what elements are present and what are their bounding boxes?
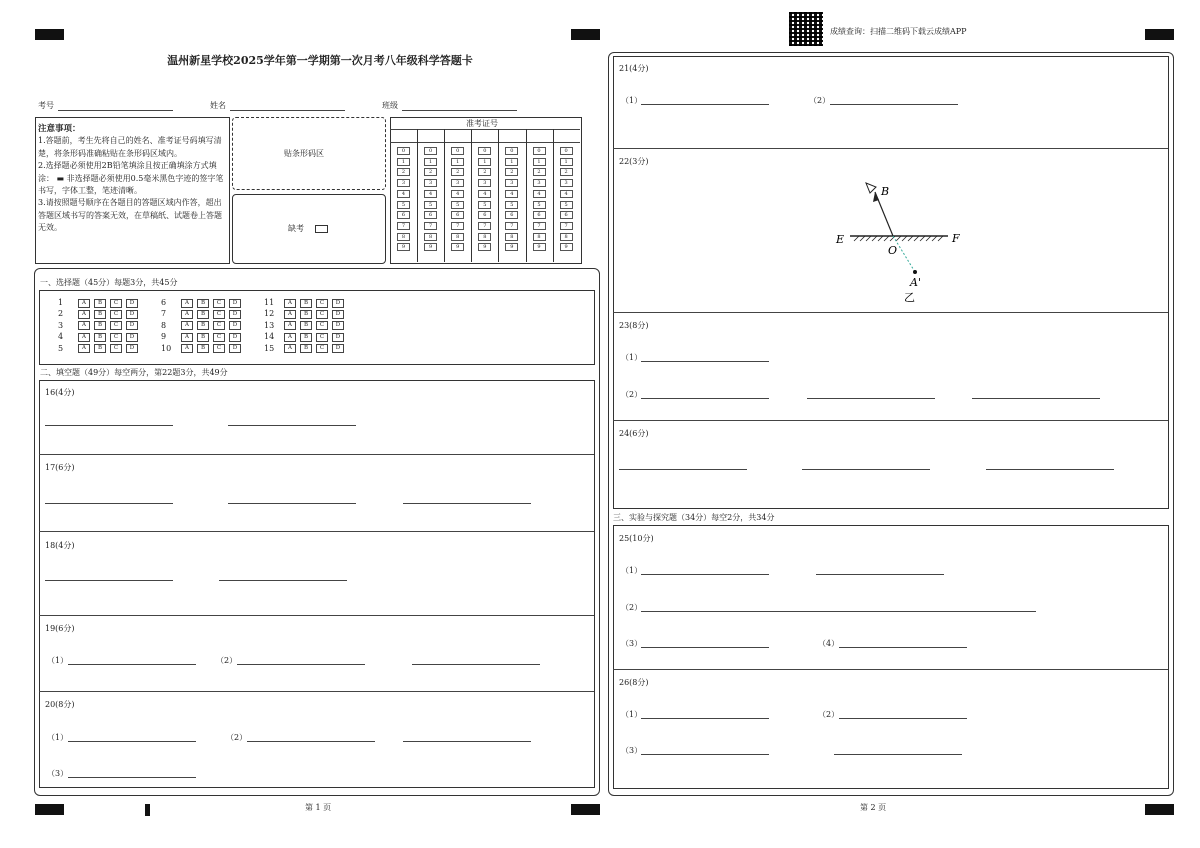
- mc-option-bubble[interactable]: B: [300, 321, 312, 330]
- ticket-digit-bubble[interactable]: 9: [505, 243, 518, 251]
- ticket-digit-bubble[interactable]: 4: [397, 190, 410, 198]
- answer-blank[interactable]: [219, 580, 347, 581]
- qr-caption: 成绩查询：扫描二维码下载云成绩APP: [830, 27, 967, 36]
- ticket-digit-bubble[interactable]: 2: [478, 168, 491, 176]
- ticket-digit-bubble[interactable]: 0: [424, 147, 437, 155]
- ticket-digit-bubble[interactable]: 9: [451, 243, 464, 251]
- answer-blank[interactable]: [45, 425, 173, 426]
- mc-question-row: [264, 298, 348, 308]
- mc-option-bubble[interactable]: B: [197, 310, 209, 319]
- registration-mark: [145, 804, 150, 816]
- mc-question-row: [161, 321, 245, 331]
- mc-option-bubble[interactable]: A: [181, 333, 193, 342]
- point-o: O: [888, 244, 898, 257]
- mc-question-row: [58, 309, 142, 319]
- fill-box: [39, 380, 595, 788]
- mc-option-bubble[interactable]: B: [94, 321, 106, 330]
- mc-option-bubble[interactable]: A: [78, 333, 90, 342]
- mc-option-bubble[interactable]: C: [110, 299, 122, 308]
- divider: [526, 129, 527, 262]
- ticket-digit-bubble[interactable]: 6: [533, 211, 546, 219]
- ticket-digit-bubble[interactable]: 0: [505, 147, 518, 155]
- answer-blank[interactable]: [972, 398, 1100, 399]
- divider: [39, 454, 594, 455]
- ticket-digit-bubble[interactable]: 3: [560, 179, 573, 187]
- blank-index: （1）: [621, 96, 643, 105]
- answer-blank[interactable]: [641, 104, 769, 105]
- ticket-digit-bubble[interactable]: 9: [560, 243, 573, 251]
- divider: [444, 129, 445, 262]
- blank-index: （1）: [621, 353, 643, 362]
- qr-code-icon: [789, 12, 823, 46]
- answer-blank[interactable]: [403, 503, 531, 504]
- mc-option-bubble[interactable]: A: [181, 299, 193, 308]
- q18-label: 18(4分): [45, 541, 75, 550]
- mc-question-row: [161, 298, 245, 308]
- ticket-digit-bubble[interactable]: 7: [424, 222, 437, 230]
- ticket-digit-bubble[interactable]: 3: [397, 179, 410, 187]
- mc-option-bubble[interactable]: D: [229, 310, 241, 319]
- absent-checkbox[interactable]: [315, 225, 328, 233]
- mc-option-bubble[interactable]: B: [300, 333, 312, 342]
- ticket-digit-bubble[interactable]: 5: [560, 201, 573, 209]
- ticket-digit-bubble[interactable]: 1: [533, 158, 546, 166]
- mc-question-row: [58, 344, 142, 354]
- ticket-digit-bubble[interactable]: 0: [478, 147, 491, 155]
- absent-label: 缺考: [288, 224, 304, 233]
- blank-index: （2）: [621, 390, 643, 399]
- mc-option-bubble[interactable]: D: [229, 299, 241, 308]
- answer-blank[interactable]: [641, 398, 769, 399]
- point-e: E: [836, 233, 845, 246]
- q24-label: 24(6分): [619, 429, 649, 438]
- answer-blank[interactable]: [68, 664, 196, 665]
- ticket-digit-bubble[interactable]: 8: [560, 233, 573, 241]
- ticket-digit-bubble[interactable]: 1: [451, 158, 464, 166]
- ticket-digit-bubble[interactable]: 8: [451, 233, 464, 241]
- answer-blank[interactable]: [834, 754, 962, 755]
- mc-option-bubble[interactable]: D: [332, 333, 344, 342]
- answer-blank[interactable]: [641, 647, 769, 648]
- mc-option-bubble[interactable]: A: [78, 299, 90, 308]
- ticket-digit-bubble[interactable]: 1: [424, 158, 437, 166]
- answer-blank[interactable]: [237, 664, 365, 665]
- mc-option-bubble[interactable]: D: [332, 321, 344, 330]
- answer-blank[interactable]: [45, 580, 173, 581]
- answer-blank[interactable]: [641, 361, 769, 362]
- divider: [613, 148, 1168, 149]
- divider: [390, 129, 580, 130]
- ticket-digit-bubble[interactable]: 3: [505, 179, 518, 187]
- ticket-digit-bubble[interactable]: 1: [505, 158, 518, 166]
- answer-blank[interactable]: [228, 425, 356, 426]
- registration-mark: [35, 29, 64, 40]
- answer-blank[interactable]: [839, 718, 967, 719]
- answer-blank[interactable]: [807, 398, 935, 399]
- exp-box: [613, 525, 1169, 789]
- mc-option-bubble[interactable]: A: [284, 333, 296, 342]
- page-title: 温州新星学校2025学年第一学期第一次月考八年级科学答题卡: [167, 54, 473, 67]
- page-number: 第 2 页: [860, 803, 887, 812]
- mc-option-bubble[interactable]: A: [284, 344, 296, 353]
- mc-option-bubble[interactable]: D: [126, 299, 138, 308]
- ticket-digit-bubble[interactable]: 1: [478, 158, 491, 166]
- answer-blank[interactable]: [816, 574, 944, 575]
- blank-index: （4）: [818, 639, 840, 648]
- mc-question-row: [58, 332, 142, 342]
- registration-mark: [571, 804, 600, 815]
- ticket-digit-bubble[interactable]: 3: [451, 179, 464, 187]
- ticket-digit-bubble[interactable]: 9: [533, 243, 546, 251]
- fill-header: 二、填空题（49分）每空两分，第22题3分，共49分: [40, 368, 228, 377]
- mc-option-bubble[interactable]: B: [94, 344, 106, 353]
- blank-index: （2）: [226, 733, 248, 742]
- mc-option-bubble[interactable]: D: [229, 344, 241, 353]
- ticket-digit-bubble[interactable]: 7: [451, 222, 464, 230]
- mc-option-bubble[interactable]: A: [284, 299, 296, 308]
- mc-option-bubble[interactable]: D: [332, 310, 344, 319]
- ticket-digit-bubble[interactable]: 9: [397, 243, 410, 251]
- answer-blank[interactable]: [68, 777, 196, 778]
- mc-option-bubble[interactable]: B: [197, 344, 209, 353]
- mc-question-row: [264, 321, 348, 331]
- mc-option-bubble[interactable]: A: [181, 321, 193, 330]
- mc-option-bubble[interactable]: D: [126, 333, 138, 342]
- blank-index: （1）: [47, 733, 69, 742]
- mc-option-bubble[interactable]: C: [316, 310, 328, 319]
- mc-header: 一、选择题（45分）每题3分，共45分: [40, 278, 178, 287]
- ticket-digit-bubble[interactable]: 8: [478, 233, 491, 241]
- q16-label: 16(4分): [45, 388, 75, 397]
- mc-option-bubble[interactable]: B: [300, 299, 312, 308]
- class-field[interactable]: [402, 110, 517, 111]
- note-item: 1.答题前，考生先将自己的姓名、准考证号码填写清楚，将条形码准确粘贴在条形码区域内。: [38, 136, 222, 158]
- class-label: 班级: [382, 101, 398, 110]
- point-f: F: [952, 232, 960, 245]
- divider: [613, 312, 1168, 313]
- note-item: 2.选择题必须使用2B铅笔填涂且按正确填涂方式填涂： ▬ 非选择题必须使用0.5毫米黑色字迹的签字笔书写，字体工整，笔迹清晰。: [38, 161, 224, 196]
- notes: [38, 123, 228, 235]
- mc-option-bubble[interactable]: D: [126, 310, 138, 319]
- mc-option-bubble[interactable]: D: [229, 321, 241, 330]
- registration-mark: [35, 804, 64, 815]
- mc-question-number: 5: [58, 343, 64, 353]
- ticket-digit-bubble[interactable]: 5: [505, 201, 518, 209]
- ticket-digit-bubble[interactable]: 4: [478, 190, 491, 198]
- mc-option-bubble[interactable]: C: [316, 321, 328, 330]
- mc-option-bubble[interactable]: C: [316, 333, 328, 342]
- blank-index: （2）: [809, 96, 831, 105]
- mc-option-bubble[interactable]: C: [110, 333, 122, 342]
- ticket-digit-bubble[interactable]: 3: [533, 179, 546, 187]
- mc-option-bubble[interactable]: B: [197, 321, 209, 330]
- ticket-digit-bubble[interactable]: 6: [560, 211, 573, 219]
- ticket-digit-bubble[interactable]: 3: [478, 179, 491, 187]
- note-item: 3.请按照题号顺序在各题目的答题区域内作答，超出答题区域书写的答案无效，在草稿纸、试题卷上答题无效。: [38, 198, 222, 233]
- ticket-digit-bubble[interactable]: 9: [478, 243, 491, 251]
- mc-question-number: 15: [264, 343, 275, 353]
- mc-question-row: [161, 344, 245, 354]
- mc-question-row: [58, 321, 142, 331]
- registration-mark: [1145, 804, 1174, 815]
- ticket-digit-bubble[interactable]: 0: [397, 147, 410, 155]
- mc-option-bubble[interactable]: C: [316, 344, 328, 353]
- page-number: 第 1 页: [305, 803, 332, 812]
- mc-option-bubble[interactable]: D: [332, 299, 344, 308]
- ticket-digit-bubble[interactable]: 5: [451, 201, 464, 209]
- ticket-digit-bubble[interactable]: 3: [424, 179, 437, 187]
- q23-label: 23(8分): [619, 321, 649, 330]
- mc-option-bubble[interactable]: C: [213, 321, 225, 330]
- exp-header: 三、实验与探究题（34分）每空2分，共34分: [613, 513, 775, 522]
- ticket-digit-bubble[interactable]: 6: [478, 211, 491, 219]
- q20-label: 20(8分): [45, 700, 75, 709]
- blank-index: （3）: [47, 769, 69, 778]
- mc-question-number: 13: [264, 320, 275, 330]
- name-label: 姓名: [210, 101, 226, 110]
- mc-question-number: 4: [58, 332, 64, 342]
- ticket-digit-bubble[interactable]: 5: [424, 201, 437, 209]
- answer-blank[interactable]: [641, 611, 1036, 612]
- ticket-digit-bubble[interactable]: 5: [533, 201, 546, 209]
- name-field[interactable]: [230, 110, 345, 111]
- q22-label: 22(3分): [619, 157, 649, 166]
- mc-option-bubble[interactable]: C: [110, 344, 122, 353]
- mc-option-bubble[interactable]: C: [110, 310, 122, 319]
- ticket-digit-bubble[interactable]: 8: [533, 233, 546, 241]
- mc-question-number: 7: [161, 309, 167, 319]
- ticket-digit-bubble[interactable]: 2: [533, 168, 546, 176]
- q25-label: 25(10分): [619, 534, 654, 543]
- mc-option-bubble[interactable]: D: [126, 344, 138, 353]
- ticket-digit-bubble[interactable]: 7: [560, 222, 573, 230]
- divider: [498, 129, 499, 262]
- mc-option-bubble[interactable]: A: [181, 310, 193, 319]
- blank-index: （2）: [621, 603, 643, 612]
- mc-option-bubble[interactable]: C: [213, 333, 225, 342]
- mc-option-bubble[interactable]: B: [197, 333, 209, 342]
- answer-blank[interactable]: [403, 741, 531, 742]
- mc-option-bubble[interactable]: C: [110, 321, 122, 330]
- q21-label: 21(4分): [619, 64, 649, 73]
- q17-label: 17(6分): [45, 463, 75, 472]
- answer-blank[interactable]: [68, 741, 196, 742]
- mc-question-number: 10: [161, 343, 172, 353]
- q26-label: 26(8分): [619, 678, 649, 687]
- ticket-digit-bubble[interactable]: 7: [478, 222, 491, 230]
- blank-index: （3）: [621, 746, 643, 755]
- answer-blank[interactable]: [830, 104, 958, 105]
- ticket-digit-bubble[interactable]: 0: [451, 147, 464, 155]
- mc-option-bubble[interactable]: B: [197, 299, 209, 308]
- registration-mark: [1145, 29, 1174, 40]
- divider: [613, 420, 1168, 421]
- ticket-label: 准考证号: [466, 119, 498, 128]
- ticket-digit-bubble[interactable]: 0: [533, 147, 546, 155]
- answer-blank[interactable]: [839, 647, 967, 648]
- ticket-digit-bubble[interactable]: 7: [505, 222, 518, 230]
- mc-option-bubble[interactable]: A: [284, 310, 296, 319]
- mc-option-bubble[interactable]: C: [213, 299, 225, 308]
- ticket-digit-bubble[interactable]: 2: [397, 168, 410, 176]
- divider: [613, 669, 1168, 670]
- ticket-digit-bubble[interactable]: 8: [505, 233, 518, 241]
- divider: [39, 615, 594, 616]
- ticket-digit-bubble[interactable]: 6: [505, 211, 518, 219]
- q19-label: 19(6分): [45, 624, 75, 633]
- ticket-digit-bubble[interactable]: 6: [424, 211, 437, 219]
- ticket-digit-bubble[interactable]: 9: [424, 243, 437, 251]
- ticket-digit-bubble[interactable]: 7: [397, 222, 410, 230]
- mc-question-number: 9: [161, 332, 167, 342]
- answer-blank[interactable]: [641, 754, 769, 755]
- mc-option-bubble[interactable]: A: [78, 344, 90, 353]
- mc-option-bubble[interactable]: C: [213, 310, 225, 319]
- mc-option-bubble[interactable]: A: [284, 321, 296, 330]
- answer-blank[interactable]: [247, 741, 375, 742]
- blank-index: （2）: [818, 710, 840, 719]
- mc-question-row: [58, 298, 142, 308]
- answer-blank[interactable]: [45, 503, 173, 504]
- ticket-digit-bubble[interactable]: 8: [424, 233, 437, 241]
- ticket-digit-bubble[interactable]: 2: [560, 168, 573, 176]
- mc-question-number: 12: [264, 309, 275, 319]
- reflection-diagram: [830, 175, 970, 310]
- divider: [39, 531, 594, 532]
- ticket-digit-bubble[interactable]: 2: [424, 168, 437, 176]
- blank-index: （1）: [47, 656, 69, 665]
- notes-title: 注意事项：: [38, 124, 81, 134]
- ticket-digit-bubble[interactable]: 6: [451, 211, 464, 219]
- answer-blank[interactable]: [802, 469, 930, 470]
- point-b: B: [881, 185, 890, 198]
- answer-blank[interactable]: [641, 574, 769, 575]
- ticket-digit-bubble[interactable]: 2: [505, 168, 518, 176]
- answer-blank[interactable]: [619, 469, 747, 470]
- ticket-digit-bubble[interactable]: 4: [424, 190, 437, 198]
- mc-question-row: [264, 309, 348, 319]
- mc-option-bubble[interactable]: D: [229, 333, 241, 342]
- mc-option-bubble[interactable]: B: [300, 344, 312, 353]
- exam-no-field[interactable]: [58, 110, 173, 111]
- ticket-digit-bubble[interactable]: 0: [560, 147, 573, 155]
- answer-blank[interactable]: [986, 469, 1114, 470]
- mc-question-row: [161, 332, 245, 342]
- blank-index: （1）: [621, 710, 643, 719]
- ticket-digit-bubble[interactable]: 7: [533, 222, 546, 230]
- ticket-digit-bubble[interactable]: 1: [560, 158, 573, 166]
- mc-option-bubble[interactable]: B: [94, 310, 106, 319]
- point-a: A': [910, 276, 921, 289]
- ticket-digit-bubble[interactable]: 5: [478, 201, 491, 209]
- blank-index: （1）: [621, 566, 643, 575]
- divider: [471, 129, 472, 262]
- answer-blank[interactable]: [228, 503, 356, 504]
- answer-blank[interactable]: [641, 718, 769, 719]
- mc-question-number: 6: [161, 298, 167, 307]
- absent-box: [232, 194, 386, 264]
- barcode-label: 贴条形码区: [284, 149, 324, 158]
- mc-option-bubble[interactable]: D: [332, 344, 344, 353]
- mc-question-number: 8: [161, 320, 167, 330]
- divider: [553, 129, 554, 262]
- mc-question-number: 3: [58, 320, 64, 330]
- ticket-digit-bubble[interactable]: 5: [397, 201, 410, 209]
- ticket-digit-bubble[interactable]: 6: [397, 211, 410, 219]
- ticket-digit-bubble[interactable]: 8: [397, 233, 410, 241]
- mc-question-row: [264, 344, 348, 354]
- diagram-caption: 乙: [904, 291, 915, 304]
- mc-question-number: 14: [264, 332, 275, 342]
- divider: [390, 142, 580, 143]
- mc-option-bubble[interactable]: A: [78, 321, 90, 330]
- mc-option-bubble[interactable]: B: [300, 310, 312, 319]
- ticket-digit-bubble[interactable]: 4: [560, 190, 573, 198]
- ticket-digit-bubble[interactable]: 4: [533, 190, 546, 198]
- ticket-digit-bubble[interactable]: 1: [397, 158, 410, 166]
- blank-index: （3）: [621, 639, 643, 648]
- divider: [39, 691, 594, 692]
- mc-option-bubble[interactable]: B: [94, 333, 106, 342]
- mc-question-row: [264, 332, 348, 342]
- mc-option-bubble[interactable]: A: [181, 344, 193, 353]
- mc-option-bubble[interactable]: B: [94, 299, 106, 308]
- mc-question-row: [161, 309, 245, 319]
- registration-mark: [571, 29, 600, 40]
- mc-option-bubble[interactable]: C: [213, 344, 225, 353]
- ticket-digit-bubble[interactable]: 4: [451, 190, 464, 198]
- blank-index: （2）: [216, 656, 238, 665]
- mc-question-number: 11: [264, 298, 275, 307]
- answer-blank[interactable]: [412, 664, 540, 665]
- mc-option-bubble[interactable]: A: [78, 310, 90, 319]
- ticket-digit-bubble[interactable]: 4: [505, 190, 518, 198]
- ticket-digit-bubble[interactable]: 2: [451, 168, 464, 176]
- exam-no-label: 考号: [38, 101, 54, 110]
- mc-question-number: 2: [58, 309, 64, 319]
- mc-question-number: 1: [58, 298, 64, 307]
- mc-option-bubble[interactable]: C: [316, 299, 328, 308]
- mc-option-bubble[interactable]: D: [126, 321, 138, 330]
- divider: [417, 129, 418, 262]
